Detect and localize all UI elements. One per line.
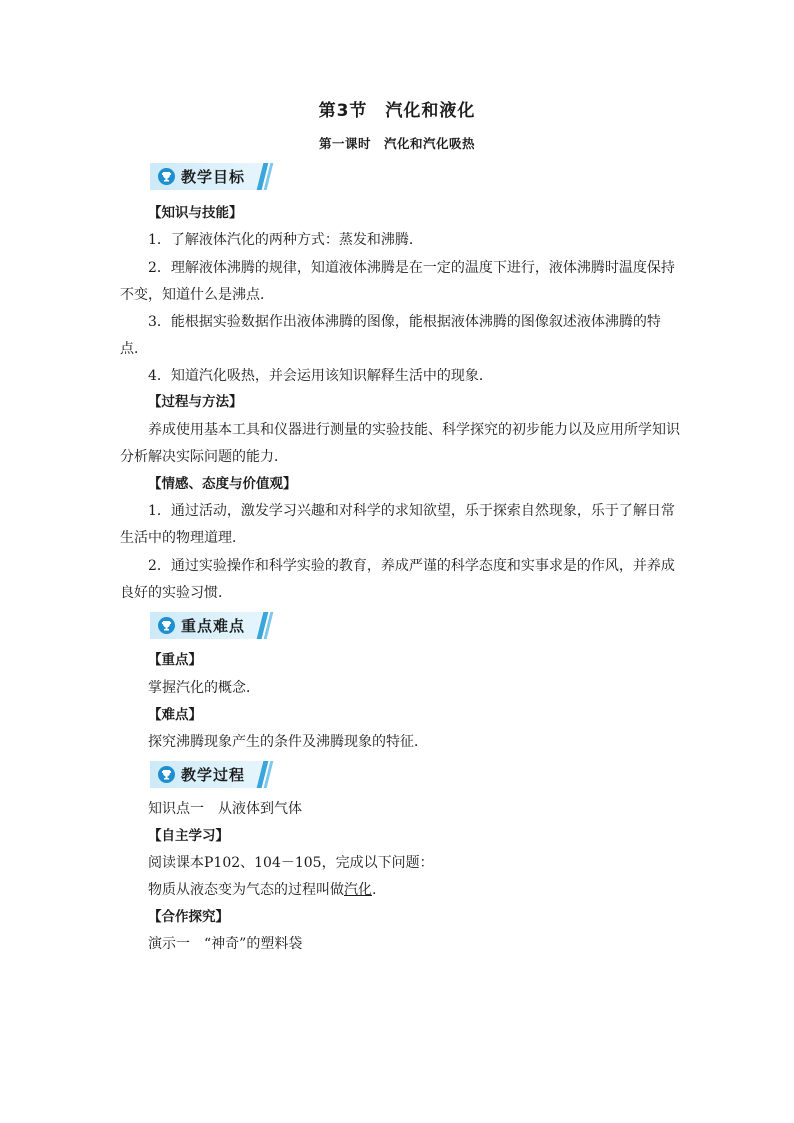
knowledge-item-3: 3．能根据实验数据作出液体沸腾的图像，能根据液体沸腾的图像叙述液体沸腾的特 <box>148 314 661 330</box>
emotion-heading: 【情感、态度与价值观】 <box>148 476 297 492</box>
difficulty-heading: 【难点】 <box>148 707 202 723</box>
knowledge-point-1: 知识点一 从液体到气体 <box>148 801 302 817</box>
knowledge-heading: 【知识与技能】 <box>148 205 243 221</box>
emotion-item-2: 2．通过实验操作和科学实验的教育，养成严谨的科学态度和实事求是的作风，并养成 <box>148 558 675 574</box>
trophy-icon <box>158 766 175 783</box>
knowledge-item-1: 1．了解液体汽化的两种方式：蒸发和沸腾． <box>148 232 423 248</box>
section-banner-key-points <box>150 612 274 639</box>
emotion-item-1-cont: 生活中的物理道理． <box>120 530 246 546</box>
difficulty-text: 探究沸腾现象产生的条件及沸腾现象的特征． <box>148 734 428 750</box>
page-subtitle: 第一课时 汽化和汽化吸热 <box>318 136 475 151</box>
section-banner-label: 教学过程 <box>181 766 246 784</box>
definition-suffix: . <box>372 882 377 898</box>
demo-1-title: 演示一 “神奇”的塑料袋 <box>148 936 303 952</box>
process-method-heading: 【过程与方法】 <box>148 394 243 410</box>
section-banner-label: 教学目标 <box>181 168 246 186</box>
knowledge-item-4: 4．知道汽化吸热，并会运用该知识解释生活中的现象． <box>148 368 493 384</box>
definition-answer: 汽化 <box>344 882 372 898</box>
process-method-text: 养成使用基本工具和仪器进行测量的实验技能、科学探究的初步能力以及应用所学知识 <box>148 422 680 438</box>
knowledge-item-3-cont: 点． <box>120 341 148 357</box>
self-study-heading: 【自主学习】 <box>148 828 229 844</box>
section-banner-process <box>150 761 274 788</box>
definition-prefix: 物质从液态变为气态的过程叫做 <box>148 882 344 898</box>
emotion-item-1: 1．通过活动，激发学习兴趣和对科学的求知欲望，乐于探索自然现象，乐于了解日常 <box>148 503 675 519</box>
trophy-icon <box>158 617 175 634</box>
section-banner-objectives <box>150 163 274 190</box>
emotion-item-2-cont: 良好的实验习惯． <box>120 585 232 601</box>
key-text: 掌握汽化的概念． <box>148 680 260 696</box>
knowledge-item-2: 2．理解液体沸腾的规律，知道液体沸腾是在一定的温度下进行，液体沸腾时温度保持 <box>148 260 675 276</box>
self-study-text: 阅读课本P102、104－105，完成以下问题： <box>148 855 434 871</box>
definition-line <box>148 880 376 900</box>
process-method-text-cont: 分析解决实际问题的能力． <box>120 449 288 465</box>
trophy-icon <box>158 168 175 185</box>
page-title: 第3节 汽化和液化 <box>318 101 476 121</box>
cooperation-heading: 【合作探究】 <box>148 909 229 925</box>
key-heading: 【重点】 <box>148 652 202 668</box>
knowledge-item-2-cont: 不变，知道什么是沸点． <box>120 287 274 303</box>
section-banner-label: 重点难点 <box>181 617 246 635</box>
